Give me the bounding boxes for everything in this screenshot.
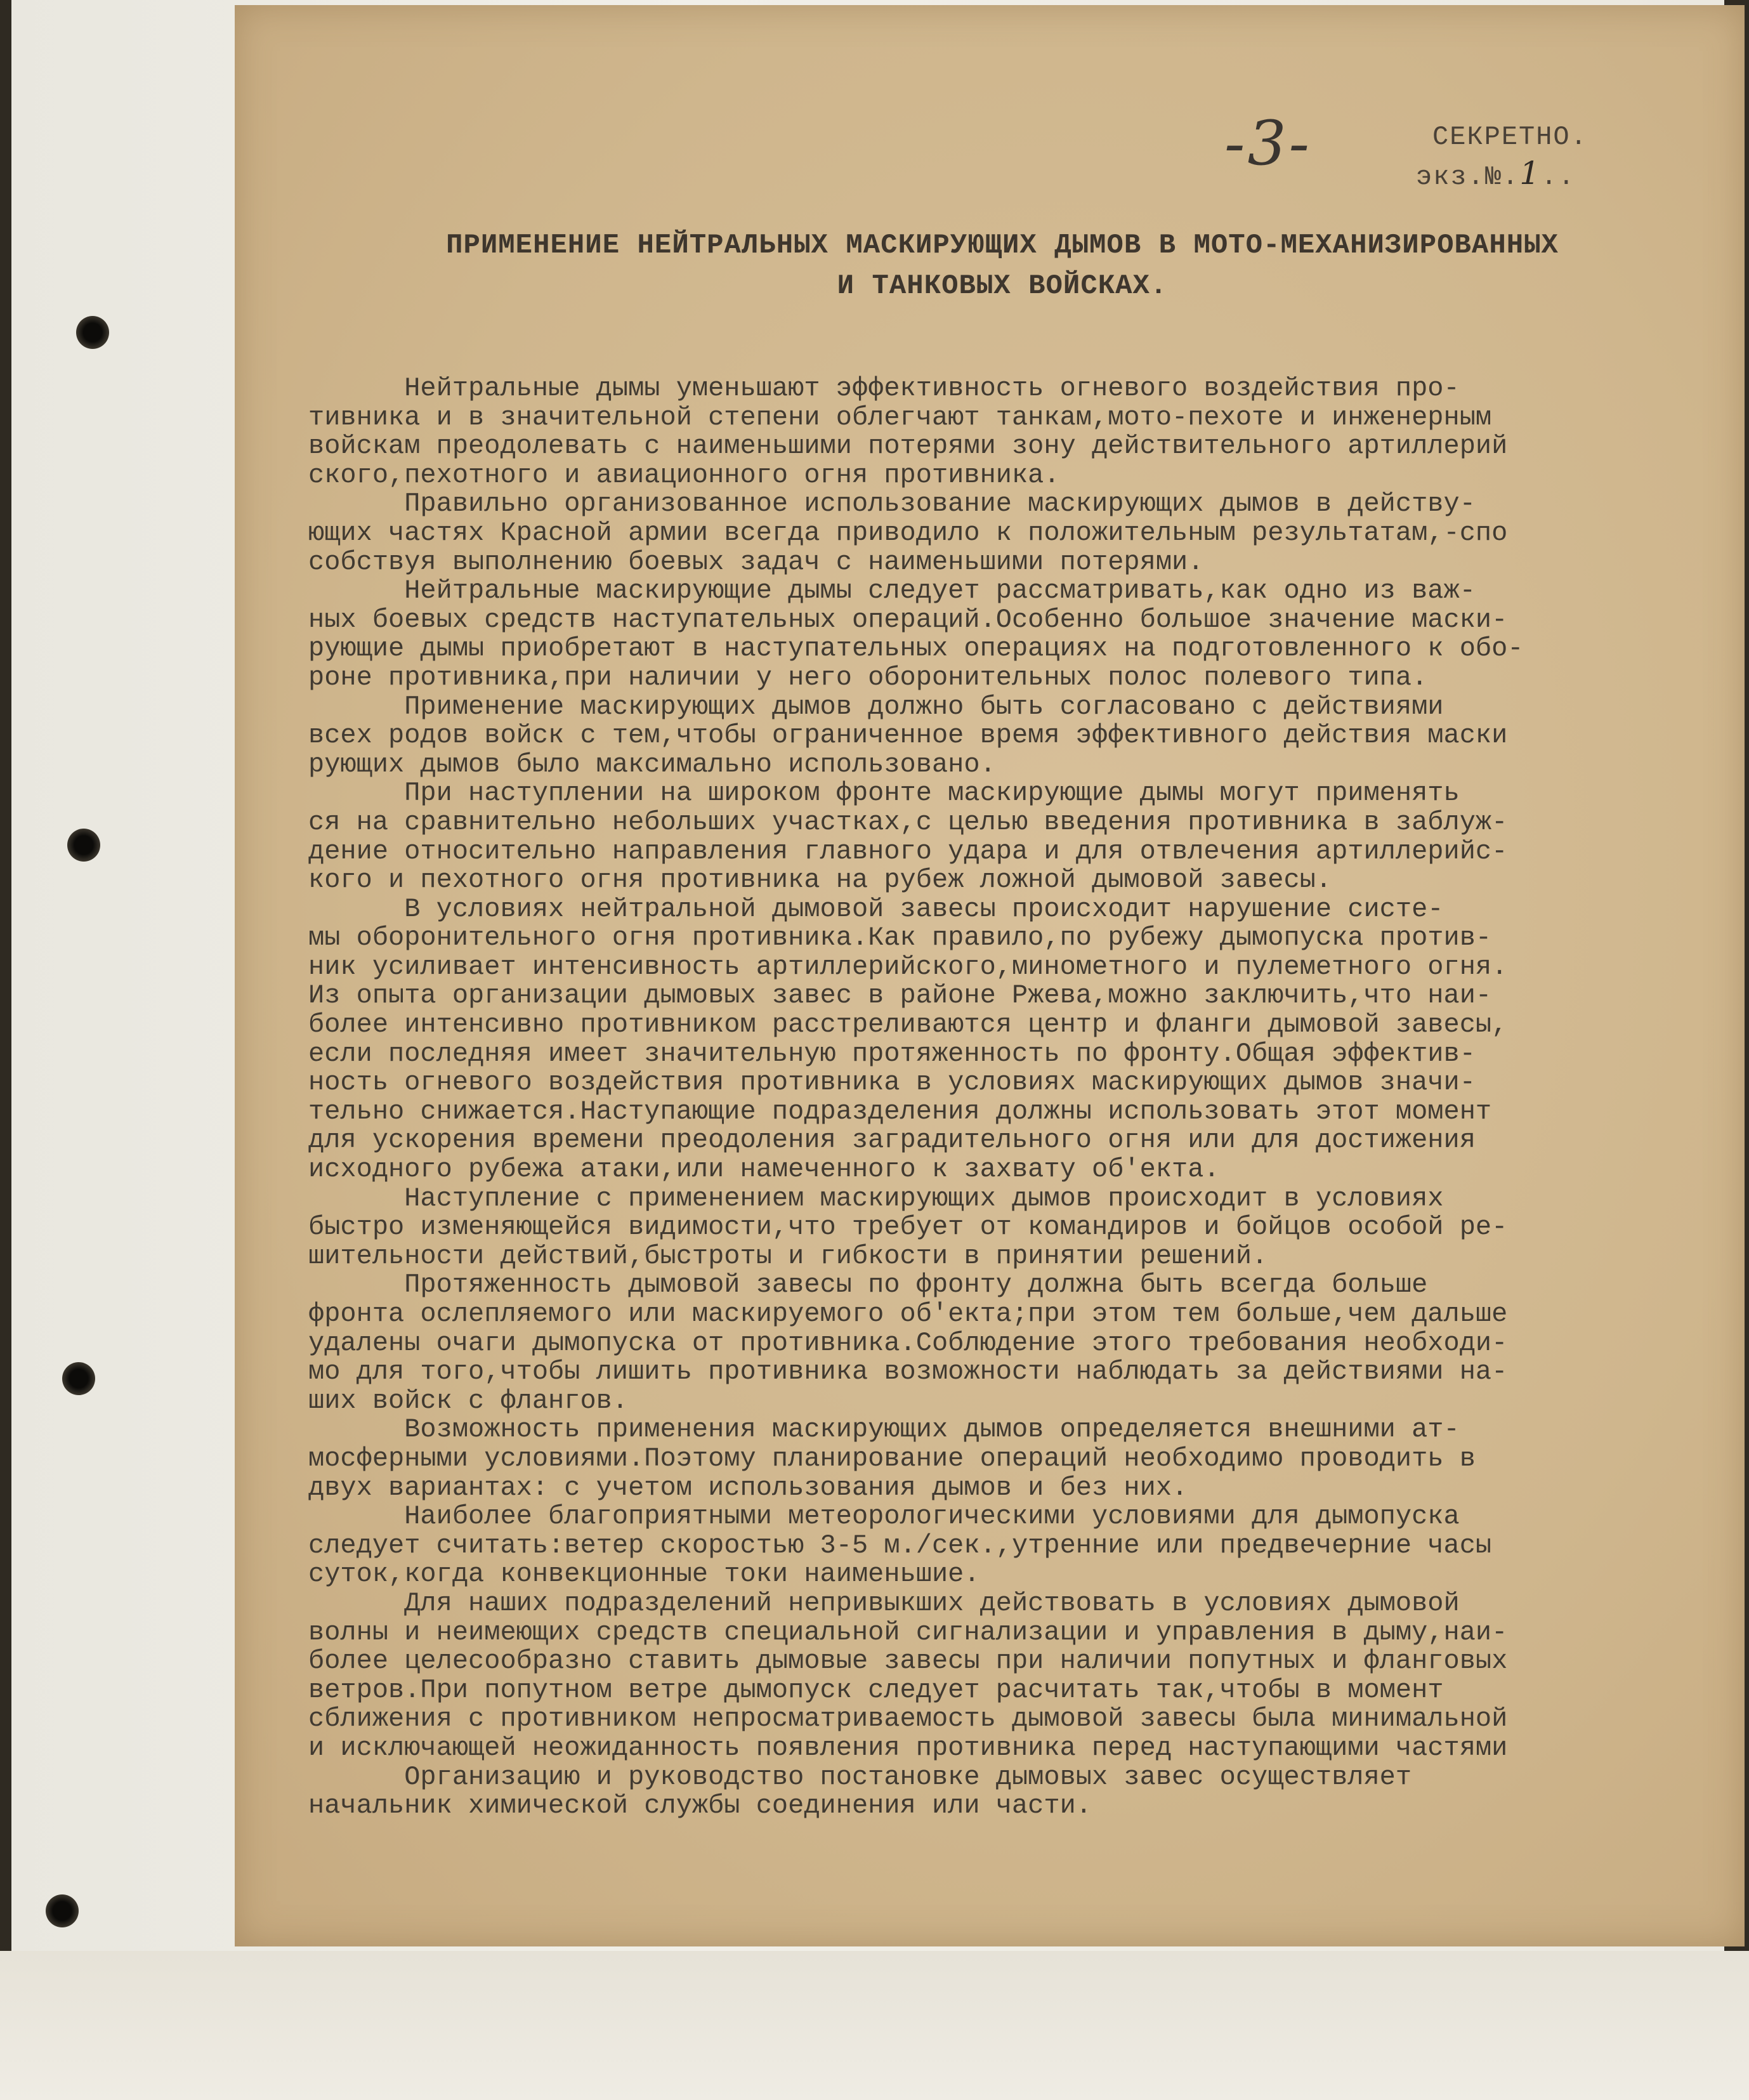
text-line: двух вариантах: с учетом использования дымов и без них.: [308, 1473, 1188, 1503]
text-line: Для наших подразделений непривыкших действовать в условиях дымовой: [308, 1589, 1460, 1618]
text-line: кого и пехотного огня противника на рубеж ложной дымовой завесы.: [308, 866, 1332, 895]
text-line: ся на сравнительно небольших участках,с целью введения противника в заблуж-: [308, 808, 1508, 837]
text-line: Применение маскирующих дымов должно быть согласовано с действиями: [308, 692, 1444, 722]
text-line: если последняя имеет значительную протяженность по фронту.Общая эффектив-: [308, 1039, 1476, 1069]
text-line: Нейтральные дымы уменьшают эффективность огневого воздействия про-: [308, 374, 1460, 404]
text-line: При наступлении на широком фронте маскирующие дымы могут применять: [308, 779, 1460, 808]
text-line: В условиях нейтральной дымовой завесы происходит нарушение систе-: [308, 895, 1444, 924]
copy-number: 1: [1519, 155, 1542, 192]
text-line: Наиболее благоприятными метеорологическими условиями для дымопуска: [308, 1502, 1460, 1532]
text-line: более интенсивно противником расстреливаются центр и фланги дымовой завесы,: [308, 1011, 1508, 1040]
text-line: ник усиливает интенсивность артиллерийского,минометного и пулеметного огня.: [308, 952, 1508, 982]
text-line: мы оборонительного огня противника.Как правило,по рубежу дымопуска против-: [308, 924, 1492, 953]
copy-number-line: [1416, 155, 1575, 192]
text-line: ших войск с флангов.: [308, 1386, 629, 1416]
text-line: Из опыта организации дымовых завес в районе Ржева,можно заключить,что наи-: [308, 981, 1492, 1011]
text-line: дение относительно направления главного удара и для отвлечения артиллерийс-: [308, 837, 1508, 867]
text-line: более целесообразно ставить дымовые завесы при наличии попутных и фланговых: [308, 1647, 1508, 1676]
text-line: мо для того,чтобы лишить противника возможности наблюдать за действиями на-: [308, 1358, 1508, 1387]
text-line: волны и неимеющих средств специальной сигнализации и управления в дыму,наи-: [308, 1618, 1508, 1648]
text-line: роне противника,при наличии у него оборонительных полос полевого типа.: [308, 663, 1428, 693]
punch-hole: [62, 1362, 95, 1395]
punch-hole: [46, 1894, 79, 1927]
title-line: И ТАНКОВЫХ ВОЙСКАХ.: [837, 270, 1168, 302]
text-line: войскам преодолевать с наименьшими потерями зону действительного артиллерий: [308, 432, 1508, 461]
text-line: ность огневого воздействия противника в условиях маскирующих дымов значи-: [308, 1068, 1476, 1098]
text-line: исходного рубежа атаки,или намеченного к захвату об'екта.: [308, 1155, 1220, 1185]
text-line: для ускорения времени преодоления заградительного огня или для достижения: [308, 1126, 1476, 1156]
text-line: сближения с противником непросматриваемость дымовой завесы была минимальной: [308, 1705, 1508, 1734]
text-line: рующих дымов было максимально использовано.: [308, 750, 996, 780]
text-line: тельно снижается.Наступающие подразделения должны использовать этот момент: [308, 1097, 1492, 1127]
text-line: суток,когда конвекционные токи наименьшие.: [308, 1560, 980, 1589]
text-line: фронта ослепляемого или маскируемого об'екта;при этом тем больше,чем дальше: [308, 1300, 1508, 1329]
copy-suffix: ..: [1541, 162, 1576, 192]
text-line: и исключающей неожиданность появления противника перед наступающими частями: [308, 1733, 1508, 1763]
text-line: мосферными условиями.Поэтому планирование операций необходимо проводить в: [308, 1444, 1476, 1474]
classification-stamp: СЕКРЕТНО.: [1432, 122, 1588, 152]
text-line: ветров.При попутном ветре дымопуск следует расчитать так,чтобы в момент: [308, 1676, 1444, 1705]
copy-label: экз.№.: [1416, 162, 1520, 192]
text-line: ского,пехотного и авиационного огня противника.: [308, 461, 1060, 490]
body-text: [308, 374, 1742, 1821]
text-line: начальник химической службы соединения или части.: [308, 1792, 1092, 1821]
page-number: -3-: [1224, 108, 1312, 179]
punch-hole: [76, 316, 109, 349]
text-line: тивника и в значительной степени облегчают танкам,мото-пехоте и инженерным: [308, 403, 1492, 433]
text-line: собствуя выполнению боевых задач с наименьшими потерями.: [308, 548, 1204, 577]
text-line: Организацию и руководство постановке дымовых завес осуществляет: [308, 1762, 1412, 1792]
text-line: следует считать:ветер скоростью 3-5 м./сек.,утренние или предвечерние часы: [308, 1531, 1492, 1561]
text-line: Протяженность дымовой завесы по фронту должна быть всегда больше: [308, 1271, 1428, 1300]
text-line: шительности действий,быстроты и гибкости в принятии решений.: [308, 1242, 1268, 1271]
text-line: удалены очаги дымопуска от противника.Соблюдение этого требования необходи-: [308, 1329, 1508, 1358]
text-line: Наступление с применением маскирующих дымов происходит в условиях: [308, 1184, 1444, 1214]
text-line: ных боевых средств наступательных операций.Особенно большое значение маски-: [308, 605, 1508, 635]
backing-sheet-bottom: [0, 1951, 1749, 2100]
text-line: быстро изменяющейся видимости,что требует от командиров и бойцов особой ре-: [308, 1213, 1508, 1242]
text-line: Нейтральные маскирующие дымы следует рассматривать,как одно из важ-: [308, 577, 1476, 606]
text-line: всех родов войск с тем,чтобы ограниченное время эффективного действия маски: [308, 721, 1508, 751]
text-line: Возможность применения маскирующих дымов определяется внешними ат-: [308, 1415, 1460, 1445]
punch-hole: [67, 829, 100, 862]
title-line: ПРИМЕНЕНИЕ НЕЙТРАЛЬНЫХ МАСКИРУЮЩИХ ДЫМОВ В МОТО-МЕХАНИЗИРОВАННЫХ: [446, 230, 1559, 261]
document-title: [374, 225, 1630, 306]
text-line: Правильно организованное использование маскирующих дымов в действу-: [308, 490, 1476, 519]
text-line: ющих частях Красной армии всегда приводило к положительным результатам,-спо: [308, 518, 1508, 548]
text-line: рующие дымы приобретают в наступательных операциях на подготовленного к обо-: [308, 634, 1524, 664]
